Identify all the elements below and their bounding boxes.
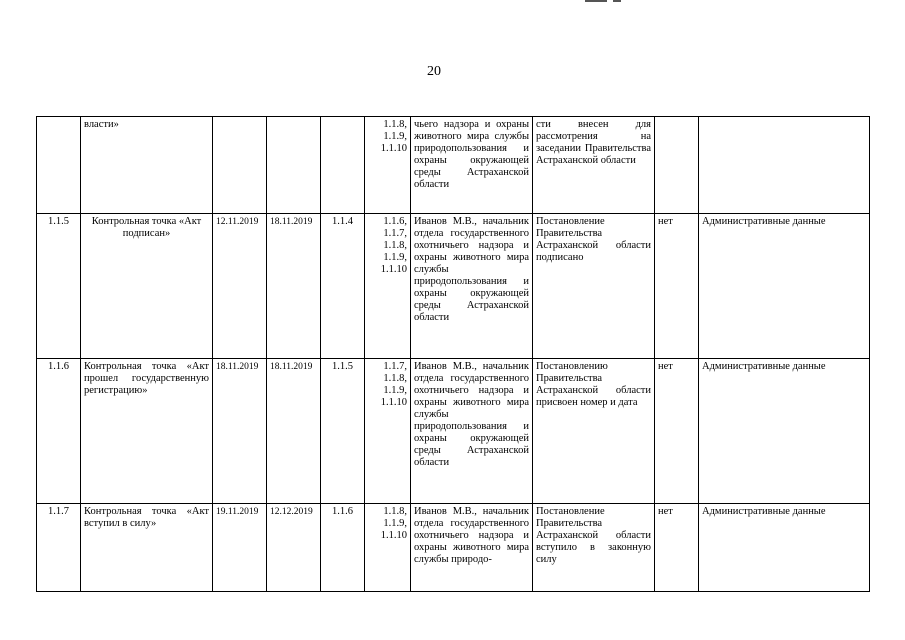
dependent-code: 1.1.9, bbox=[383, 518, 407, 529]
cell-predecessor bbox=[321, 117, 365, 214]
cell-end-date: 18.11.2019 bbox=[267, 359, 321, 504]
dependent-code: 1.1.10 bbox=[380, 530, 407, 541]
cell-responsible: чьего надзора и охраны животного мира службы природопользования и охраны окружающей среды Астраханской области bbox=[411, 117, 533, 214]
dependent-code: 1.1.6, bbox=[383, 216, 407, 227]
dependent-code: 1.1.9, bbox=[383, 252, 407, 263]
cell-result: Постановление Правительства Астраханской области подписано bbox=[533, 214, 655, 359]
dependent-code: 1.1.8, bbox=[383, 240, 407, 251]
cell-result: Постановление Правительства Астраханской области вступило в законную силу bbox=[533, 504, 655, 592]
cell-risk: нет bbox=[655, 504, 699, 592]
cell-name: власти» bbox=[81, 117, 213, 214]
cell-source: Административные данные bbox=[699, 214, 870, 359]
cell-end-date: 12.12.2019 bbox=[267, 504, 321, 592]
cell-source: Административные данные bbox=[699, 504, 870, 592]
table-row bbox=[37, 214, 870, 359]
dependent-code: 1.1.8, bbox=[383, 373, 407, 384]
table-row bbox=[37, 117, 870, 214]
dependent-code: 1.1.9, bbox=[383, 385, 407, 396]
cell-end-date bbox=[267, 117, 321, 214]
cell-start-date: 19.11.2019 bbox=[213, 504, 267, 592]
cell-risk: нет bbox=[655, 214, 699, 359]
dependent-code: 1.1.7, bbox=[383, 228, 407, 239]
schedule-table bbox=[36, 116, 870, 592]
cell-dependents bbox=[365, 359, 411, 504]
dependent-code: 1.1.10 bbox=[380, 397, 407, 408]
cell-responsible: Иванов М.В., начальник отдела государственного охотничьего надзора и охраны животного мира службы природопользования и охраны окружающей среды Астраханской области bbox=[411, 359, 533, 504]
cell-number bbox=[37, 117, 81, 214]
dependent-code: 1.1.10 bbox=[380, 264, 407, 275]
top-edge-mark bbox=[585, 0, 625, 3]
table-row bbox=[37, 359, 870, 504]
dependent-code: 1.1.7, bbox=[383, 361, 407, 372]
cell-start-date: 12.11.2019 bbox=[213, 214, 267, 359]
cell-number: 1.1.5 bbox=[37, 214, 81, 359]
table-row bbox=[37, 504, 870, 592]
cell-start-date: 18.11.2019 bbox=[213, 359, 267, 504]
cell-responsible: Иванов М.В., начальник отдела государственного охотничьего надзора и охраны животного мира службы природопользования и охраны окружающей среды Астраханской области bbox=[411, 214, 533, 359]
cell-name: Контрольная точка «Акт вступил в силу» bbox=[81, 504, 213, 592]
cell-source bbox=[699, 117, 870, 214]
page-number: 20 bbox=[427, 64, 441, 79]
cell-predecessor: 1.1.5 bbox=[321, 359, 365, 504]
dependent-code: 1.1.8, bbox=[383, 506, 407, 517]
cell-number: 1.1.6 bbox=[37, 359, 81, 504]
cell-predecessor: 1.1.4 bbox=[321, 214, 365, 359]
cell-dependents bbox=[365, 117, 411, 214]
cell-dependents bbox=[365, 214, 411, 359]
cell-dependents bbox=[365, 504, 411, 592]
cell-responsible: Иванов М.В., начальник отдела государственного охотничьего надзора и охраны животного мира службы природо- bbox=[411, 504, 533, 592]
cell-start-date bbox=[213, 117, 267, 214]
dependent-code: 1.1.10 bbox=[380, 143, 407, 154]
cell-end-date: 18.11.2019 bbox=[267, 214, 321, 359]
cell-risk bbox=[655, 117, 699, 214]
cell-name: Контрольная точка «Акт подписан» bbox=[81, 214, 213, 359]
dependent-code: 1.1.8, bbox=[383, 119, 407, 130]
cell-name: Контрольная точка «Акт прошел государственную регистрацию» bbox=[81, 359, 213, 504]
cell-predecessor: 1.1.6 bbox=[321, 504, 365, 592]
cell-number: 1.1.7 bbox=[37, 504, 81, 592]
dependent-code: 1.1.9, bbox=[383, 131, 407, 142]
cell-risk: нет bbox=[655, 359, 699, 504]
cell-source: Административные данные bbox=[699, 359, 870, 504]
cell-result: сти внесен для рассмотрения на заседании Правительства Астраханской области bbox=[533, 117, 655, 214]
cell-result: Постановлению Правительства Астраханской области присвоен номер и дата bbox=[533, 359, 655, 504]
